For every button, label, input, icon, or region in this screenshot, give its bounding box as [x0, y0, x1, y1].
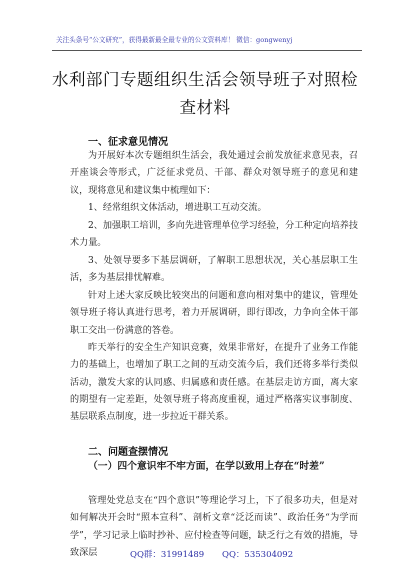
paragraph-intro: 为开展好本次专题组织生活会，我处通过会前发放征求意见表，召开座谈会等形式，广泛征求党员、干部、群众对领导班子的意见和建议，现将意见和建议集中梳理如下： [70, 151, 358, 196]
document-title-line1: 水利部门专题组织生活会领导班子对照检 [52, 70, 358, 89]
paragraph-activities: 昨天举行的安全生产知识竞赛，效果非常好，在提升了业务工作能力的基础上，也增加了职工之间的互动交流今后，我们还将多举行类似活动，激发大家的认同感、归属感和责任感。在基层走访方面，离大家的期望有一定差距，处领导班子将高度重视，通过严格落实议事制度、基层联系点制度，进一步拉近干群关系。 [70, 343, 358, 423]
header-banner: 关注头条号“公文研究”，获得最新最全最专业的公文资料库！ 微信：gongwenyj [56, 36, 293, 44]
subsection-heading: （一）四个意识牢不牢方面，在学以致用上存在“时差” [88, 461, 325, 472]
paragraph-item-2: 2、加强职工培训，多向先进管理单位学习经验，分工种定向培养技术力量。 [70, 221, 358, 249]
footer-qq: QQ：535304092 [222, 550, 294, 560]
paragraph-learning: 管理处党总支在“四个意识”等理论学习上，下了很多功夫，但是对如何解决开会时“照本宣科”、剖析文章“泛泛而读”、政治任务“为学而学”，学习记录上临时抄补、应付检查等问题，缺乏行之有效的措施，导致深层 [70, 496, 358, 558]
document-title-line2: 查材料 [179, 98, 231, 117]
paragraph-response: 针对上述大家反映比较突出的问题和意向相对集中的建议，管理处领导班子将认真进行思考，着力开展调研，即行即改，力争向全体干部职工交出一份满意的答卷。 [70, 291, 358, 336]
footer-qq-group: QQ群：31991489 [130, 550, 205, 560]
paragraph-item-3: 3、处领导要多下基层调研，了解职工思想状况，关心基层职工生活，多为基层排忧解难。 [70, 256, 358, 284]
section-heading-2: 二、问题查摆情况 [88, 447, 168, 458]
section-heading-1: 一、征求意见情况 [88, 137, 168, 148]
header-divider [52, 50, 362, 51]
paragraph-item-1: 1、经常组织文体活动，增进职工互动交流。 [88, 203, 267, 213]
